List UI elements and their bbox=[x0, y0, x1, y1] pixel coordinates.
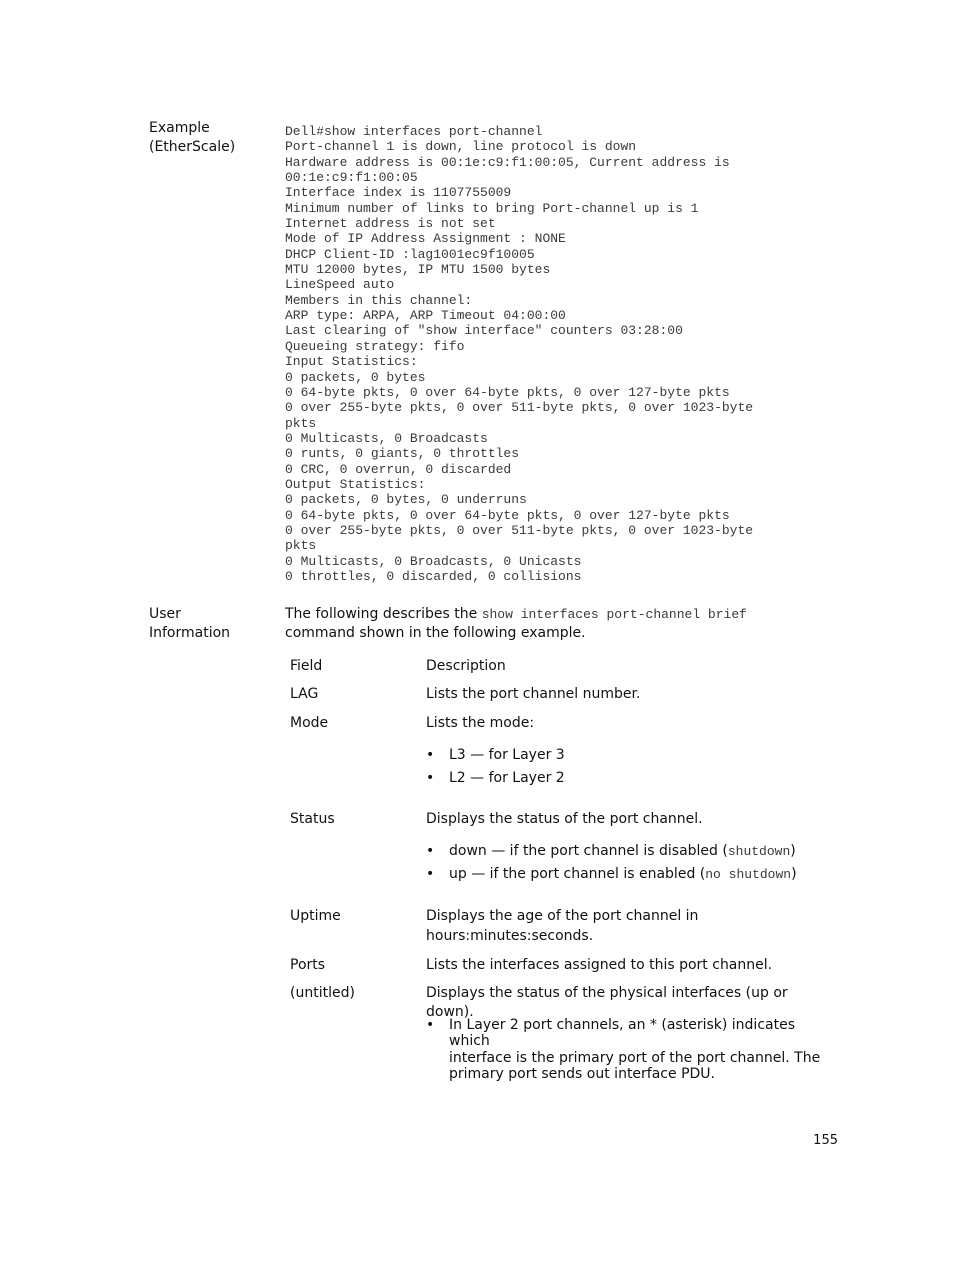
user-info-label-line: User bbox=[149, 606, 181, 622]
desc-uptime-line: hours:minutes:seconds. bbox=[426, 928, 594, 944]
example-code-block bbox=[285, 124, 753, 584]
desc-ports: Lists the interfaces assigned to this port channel. bbox=[426, 957, 773, 973]
desc-status: Displays the status of the port channel. bbox=[426, 811, 703, 827]
code-line: 0 64-byte pkts, 0 over 64-byte pkts, 0 over 127-byte pkts bbox=[285, 507, 730, 523]
code-line: ARP type: ARPA, ARP Timeout 04:00:00 bbox=[285, 308, 566, 324]
status-bullet-text: up — if the port channel is enabled ( bbox=[449, 866, 706, 882]
status-bullet-text: down — if the port channel is disabled ( bbox=[449, 843, 728, 859]
untitled-bullet-line: In Layer 2 port channels, an * (asterisk) indicates which bbox=[449, 1017, 795, 1050]
code-line: 0 64-byte pkts, 0 over 64-byte pkts, 0 over 127-byte pkts bbox=[285, 384, 730, 400]
code-line: 0 throttles, 0 discarded, 0 collisions bbox=[285, 568, 582, 584]
bullet-icon: • bbox=[426, 843, 435, 859]
code-line: MTU 12000 bytes, IP MTU 1500 bytes bbox=[285, 262, 551, 278]
desc-uptime bbox=[426, 907, 826, 946]
intro-text: The following describes the bbox=[285, 606, 482, 622]
code-line: 0 over 255-byte pkts, 0 over 511-byte pkts, 0 over 1023-byte bbox=[285, 522, 754, 538]
status-bullet-text: ) bbox=[790, 843, 796, 859]
code-line: Members in this channel: bbox=[285, 292, 473, 308]
desc-lag: Lists the port channel number. bbox=[426, 686, 641, 702]
code-line: 00:1e:c9:f1:00:05 bbox=[285, 170, 418, 186]
code-line: Internet address is not set bbox=[285, 216, 496, 232]
code-line: 0 packets, 0 bytes bbox=[285, 369, 426, 385]
status-bullet-up bbox=[449, 866, 829, 883]
code-line: 0 CRC, 0 overrun, 0 discarded bbox=[285, 461, 512, 477]
bullet-icon: • bbox=[426, 866, 435, 882]
code-line: LineSpeed auto bbox=[285, 277, 395, 293]
code-line: Last clearing of "show interface" counters 03:28:00 bbox=[285, 323, 683, 339]
table-header-field: Field bbox=[290, 658, 323, 674]
code-line: 0 runts, 0 giants, 0 throttles bbox=[285, 446, 520, 462]
code-line: 0 packets, 0 bytes, 0 underruns bbox=[285, 492, 527, 508]
field-ports: Ports bbox=[290, 957, 326, 973]
table-header-description: Description bbox=[426, 658, 506, 674]
intro-command: show interfaces port-channel brief bbox=[481, 607, 747, 622]
desc-untitled: Displays the status of the physical interfaces (up or down). bbox=[426, 985, 788, 1020]
code-line: Queueing strategy: fifo bbox=[285, 338, 465, 354]
code-line: Dell#show interfaces port-channel bbox=[285, 124, 543, 139]
example-label-line: Example bbox=[149, 120, 210, 136]
untitled-bullet-line: primary port sends out interface PDU. bbox=[449, 1065, 715, 1082]
untitled-bullet-line: interface is the primary port of the port channel. The bbox=[449, 1049, 821, 1066]
field-status: Status bbox=[290, 811, 335, 827]
field-uptime: Uptime bbox=[290, 908, 341, 924]
code-line: DHCP Client-ID :lag1001ec9f10005 bbox=[285, 246, 535, 262]
code-line: Interface index is 1107755009 bbox=[285, 185, 512, 201]
bullet-icon: • bbox=[426, 770, 435, 786]
desc-uptime-line: Displays the age of the port channel in bbox=[426, 908, 699, 924]
code-line: Hardware address is 00:1e:c9:f1:00:05, Current address is bbox=[285, 154, 730, 170]
status-bullet-down bbox=[449, 843, 829, 860]
intro-text: command shown in the following example. bbox=[285, 625, 586, 641]
user-info-intro bbox=[285, 605, 845, 643]
bullet-icon: • bbox=[426, 1017, 435, 1033]
status-bullet-text: ) bbox=[791, 866, 797, 882]
code-line: Input Statistics: bbox=[285, 354, 418, 370]
code-line: 0 over 255-byte pkts, 0 over 511-byte pkts, 0 over 1023-byte bbox=[285, 400, 754, 416]
untitled-bullet bbox=[449, 1017, 829, 1082]
field-mode: Mode bbox=[290, 715, 329, 731]
bullet-icon: • bbox=[426, 747, 435, 763]
code-line: Mode of IP Address Assignment : NONE bbox=[285, 231, 566, 247]
field-untitled: (untitled) bbox=[290, 985, 355, 1001]
mode-bullet-l3: L3 — for Layer 3 bbox=[449, 747, 565, 763]
page-number: 155 bbox=[813, 1133, 838, 1148]
field-lag: LAG bbox=[290, 686, 319, 702]
status-bullet-code: no shutdown bbox=[705, 867, 792, 882]
example-label bbox=[149, 119, 274, 157]
example-label-line: (EtherScale) bbox=[149, 139, 236, 155]
code-line: Output Statistics: bbox=[285, 476, 426, 492]
status-bullet-code: shutdown bbox=[727, 844, 791, 859]
desc-mode: Lists the mode: bbox=[426, 715, 535, 731]
code-line: pkts bbox=[285, 415, 317, 431]
code-line: Port-channel 1 is down, line protocol is down bbox=[285, 139, 637, 155]
code-line: Minimum number of links to bring Port-channel up is 1 bbox=[285, 200, 699, 216]
code-line: 0 Multicasts, 0 Broadcasts bbox=[285, 430, 488, 446]
code-line: pkts bbox=[285, 538, 317, 554]
user-info-label-line: Information bbox=[149, 625, 231, 641]
mode-bullet-l2: L2 — for Layer 2 bbox=[449, 770, 565, 786]
user-information-label bbox=[149, 605, 274, 643]
code-line: 0 Multicasts, 0 Broadcasts, 0 Unicasts bbox=[285, 553, 582, 569]
